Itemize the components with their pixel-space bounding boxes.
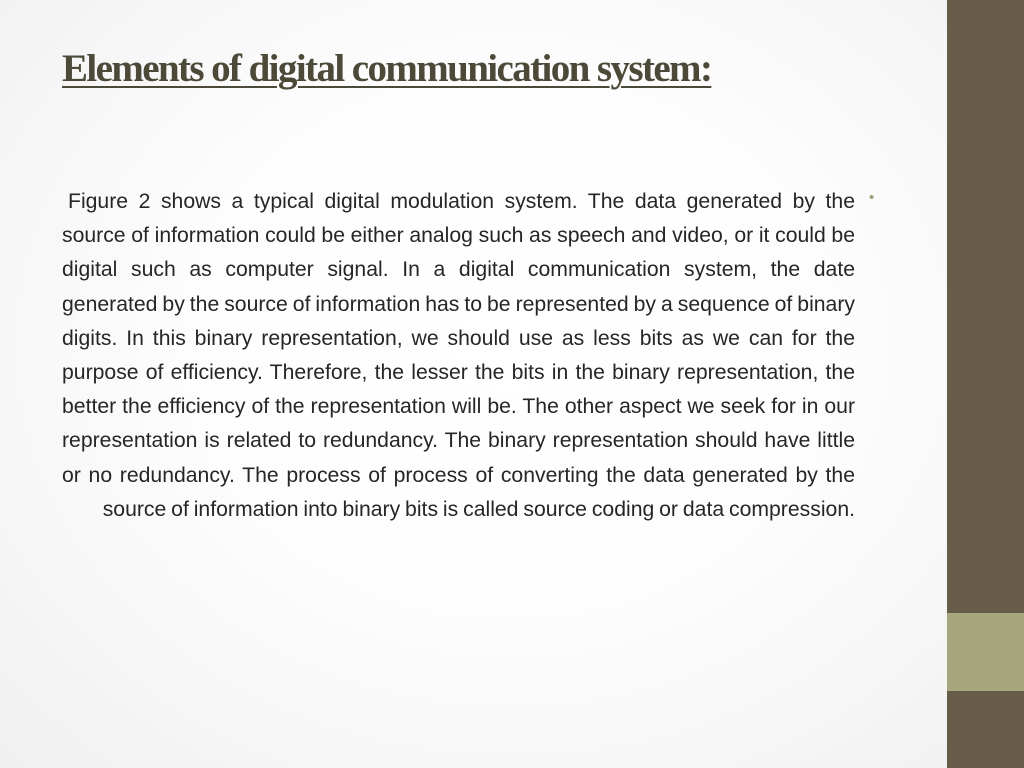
body-paragraph xyxy=(62,185,855,527)
side-accent-block xyxy=(947,613,1024,691)
body-paragraph-text: Figure 2 shows a typical digital modulation system. The data generated by the source of information could be either analog such as speech and video, or it could be digital such as computer signal. In a digital communication system, the date generated by the source of information has to be represented by a sequence of binary digits. In this binary representation, we should use as less bits as we can for the purpose of efficiency. Therefore, the lesser the bits in the binary representation, the better the efficiency of the representation will be. The other aspect we seek for in our representation is related to redundancy. The binary representation should have little or no redundancy. The process of process of converting the data generated by the source of information into binary bits is called source coding or data compression. xyxy=(62,190,855,521)
bullet-marker: • xyxy=(869,189,875,206)
slide-title: Elements of digital communication system: xyxy=(62,47,712,90)
